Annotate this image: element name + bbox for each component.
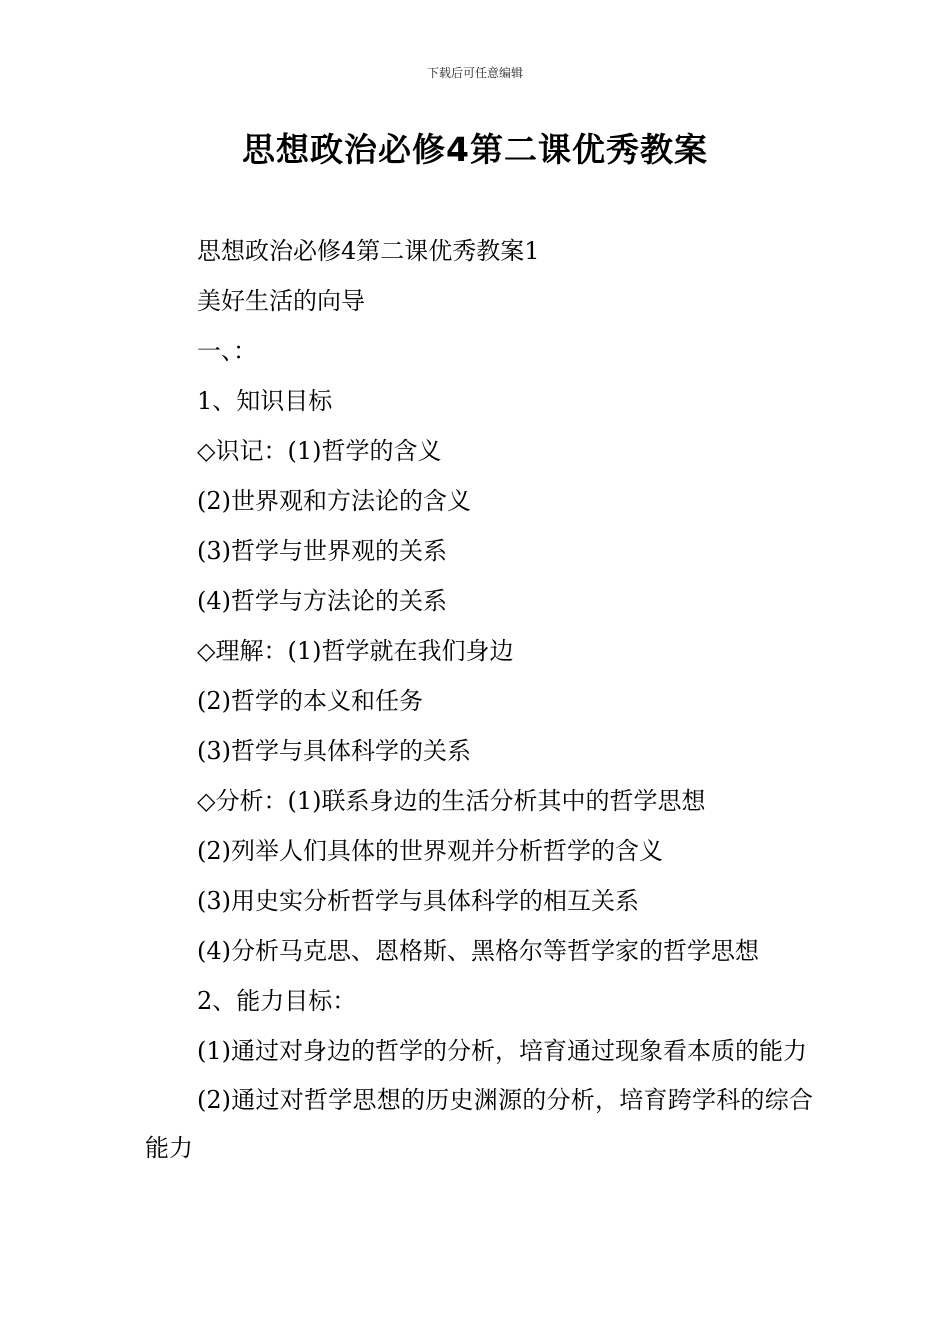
analyze-item-1: ◇分析：(1)联系身边的生活分析其中的哲学思想 bbox=[197, 787, 706, 815]
section-heading: 一、： bbox=[197, 337, 257, 365]
page-header-note: 下载后可任意编辑 bbox=[426, 66, 523, 80]
understand-item-2: (2)哲学的本义和任务 bbox=[197, 687, 423, 715]
memorize-item-4: (4)哲学与方法论的关系 bbox=[197, 587, 447, 615]
knowledge-goal-heading: 1、知识目标 bbox=[197, 387, 333, 415]
ability-paragraph-2: (2)通过对哲学思想的历史渊源的分析，培育跨学科的综合能力 bbox=[145, 1086, 813, 1162]
document-title: 思想政治必修4第二课优秀教案 bbox=[242, 130, 708, 169]
understand-item-3: (3)哲学与具体科学的关系 bbox=[197, 737, 471, 765]
ability-paragraph-1: (1)通过对身边的哲学的分析，培育通过现象看本质的能力 bbox=[197, 1037, 807, 1065]
analyze-item-3: (3)用史实分析哲学与具体科学的相互关系 bbox=[197, 887, 639, 915]
understand-item-1: ◇理解：(1)哲学就在我们身边 bbox=[197, 637, 514, 665]
subtitle-line: 思想政治必修4第二课优秀教案1 bbox=[197, 237, 540, 265]
memorize-item-1: ◇识记：(1)哲学的含义 bbox=[197, 437, 442, 465]
memorize-item-3: (3)哲学与世界观的关系 bbox=[197, 537, 447, 565]
memorize-item-2: (2)世界观和方法论的含义 bbox=[197, 487, 471, 515]
ability-goal-heading: 2、能力目标： bbox=[197, 987, 357, 1015]
analyze-item-2: (2)列举人们具体的世界观并分析哲学的含义 bbox=[197, 837, 663, 865]
topic-line: 美好生活的向导 bbox=[197, 287, 365, 315]
document-body bbox=[145, 226, 813, 1172]
analyze-item-4: (4)分析马克思、恩格斯、黑格尔等哲学家的哲学思想 bbox=[197, 937, 759, 965]
